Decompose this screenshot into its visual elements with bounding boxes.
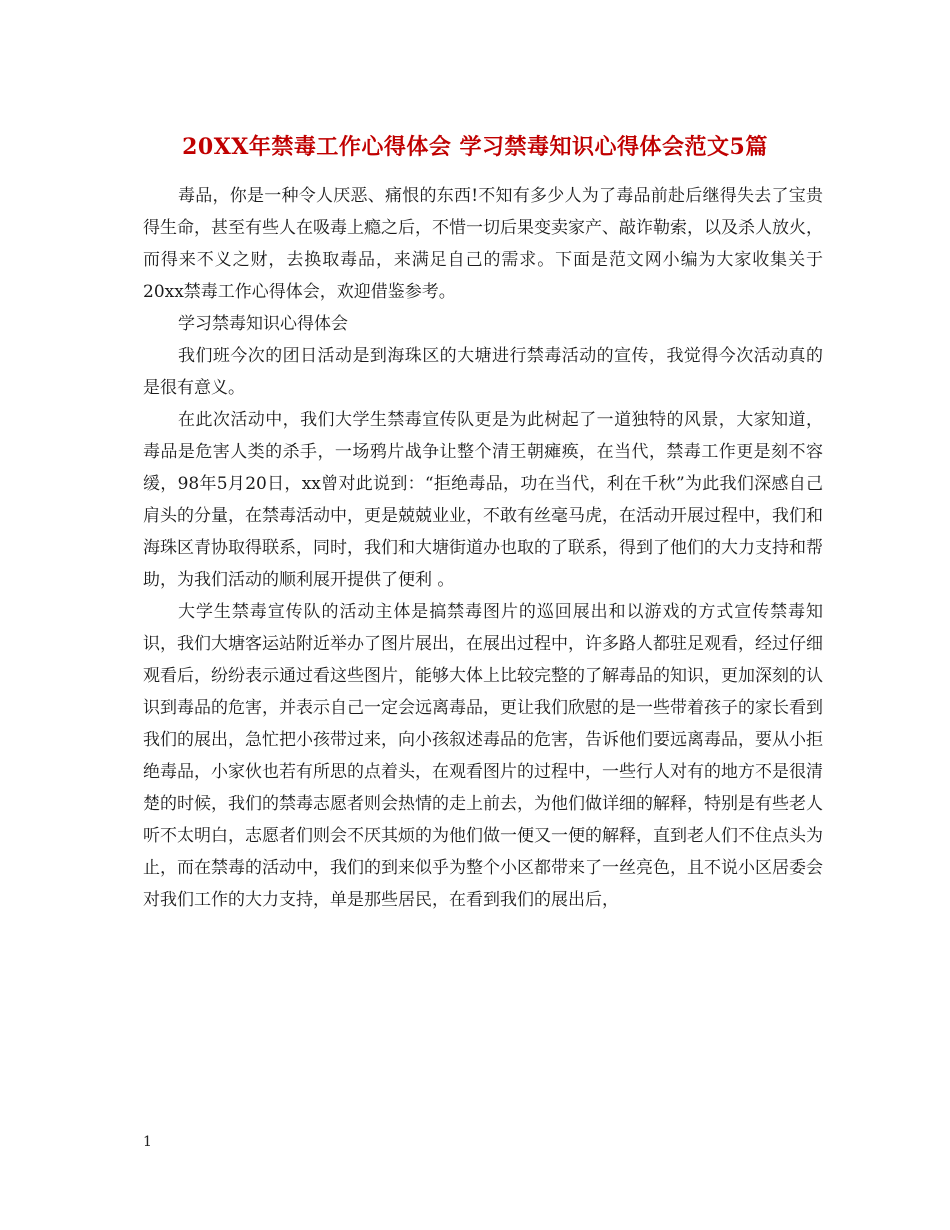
paragraph-activity: 我们班今次的团日活动是到海珠区的大塘进行禁毒活动的宣传，我觉得今次活动真的是很有意义。: [143, 346, 823, 398]
page-number: 1: [143, 1134, 152, 1150]
paragraph-intro: 毒品，你是一种令人厌恶、痛恨的东西!不知有多少人为了毒品前赴后继得失去了宝贵得生命，甚至有些人在吸毒上瘾之后，不惜一切后果变卖家产、敲诈勒索，以及杀人放火，而得来不义之财，去换取毒品，来满足自己的需求。下面是范文网小编为大家收集关于20xx禁毒工作心得体会，欢迎借鉴参考。: [143, 186, 823, 302]
document-body: [143, 180, 823, 916]
paragraph-team: 在此次活动中，我们大学生禁毒宣传队更是为此树起了一道独特的风景，大家知道，毒品是危害人类的杀手，一场鸦片战争让整个清王朝瘫痪，在当代，禁毒工作更是刻不容缓，98年5月20日，xx曾对此说到：“拒绝毒品，功在当代，利在千秋”为此我们深感自己肩头的分量，在禁毒活动中，更是兢兢业业，不敢有丝毫马虎，在活动开展过程中，我们和海珠区青协取得联系，同时，我们和大塘街道办也取的了联系，得到了他们的大力支持和帮助，为我们活动的顺利展开提供了便利 。: [143, 410, 823, 590]
document-title: 20XX年禁毒工作心得体会 学习禁毒知识心得体会范文5篇: [182, 134, 768, 160]
section-heading: 学习禁毒知识心得体会: [178, 314, 348, 334]
paragraph-exhibition: 大学生禁毒宣传队的活动主体是搞禁毒图片的巡回展出和以游戏的方式宣传禁毒知识，我们大塘客运站附近举办了图片展出，在展出过程中，许多路人都驻足观看，经过仔细观看后，纷纷表示通过看这些图片，能够大体上比较完整的了解毒品的知识，更加深刻的认识到毒品的危害，并表示自己一定会远离毒品，更让我们欣慰的是一些带着孩子的家长看到我们的展出，急忙把小孩带过来，向小孩叙述毒品的危害，告诉他们要远离毒品，要从小拒绝毒品，小家伙也若有所思的点着头，在观看图片的过程中，一些行人对有的地方不是很清楚的时候，我们的禁毒志愿者则会热情的走上前去，为他们做详细的解释，特别是有些老人听不太明白，志愿者们则会不厌其烦的为他们做一便又一便的解释，直到老人们不住点头为止，而在禁毒的活动中，我们的到来似乎为整个小区都带来了一丝亮色，且不说小区居委会对我们工作的大力支持，单是那些居民，在看到我们的展出后，: [143, 602, 823, 910]
